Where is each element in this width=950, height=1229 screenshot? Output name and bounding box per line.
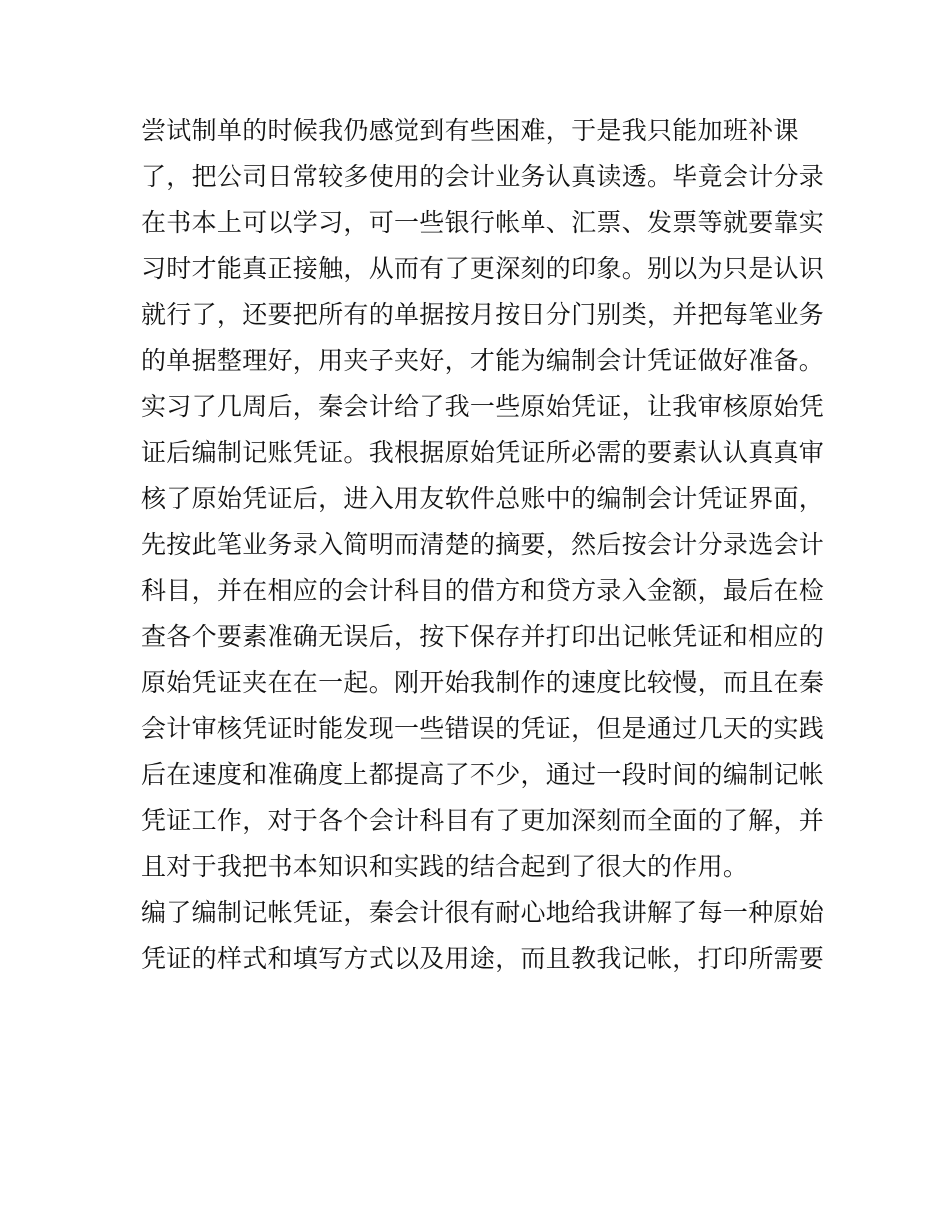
text-line: 了，把公司日常较多使用的会计业务认真读透。毕竟会计分录	[141, 162, 825, 191]
text-line: 尝试制单的时候我仍感觉到有些困难，于是我只能加班补课	[141, 116, 799, 145]
text-line: 实习了几周后，秦会计给了我一些原始凭证，让我审核原始凭	[141, 392, 825, 421]
text-line: 凭证的样式和填写方式以及用途，而且教我记帐，打印所需要	[141, 944, 825, 973]
text-line: 就行了，还要把所有的单据按月按日分门别类，并把每笔业务	[141, 300, 825, 329]
text-line: 科目，并在相应的会计科目的借方和贷方录入金额，最后在检	[141, 576, 825, 605]
text-line: 习时才能真正接触，从而有了更深刻的印象。别以为只是认识	[141, 254, 825, 283]
text-line: 后在速度和准确度上都提高了不少，通过一段时间的编制记帐	[141, 760, 825, 789]
body-text	[141, 108, 825, 982]
text-line: 证后编制记账凭证。我根据原始凭证所必需的要素认认真真审	[141, 438, 825, 467]
text-line: 核了原始凭证后，进入用友软件总账中的编制会计凭证界面，	[141, 484, 825, 513]
text-line: 凭证工作，对于各个会计科目有了更加深刻而全面的了解，并	[141, 806, 825, 835]
text-line: 在书本上可以学习，可一些银行帐单、汇票、发票等就要靠实	[141, 208, 825, 237]
text-line: 会计审核凭证时能发现一些错误的凭证，但是通过几天的实践	[141, 714, 825, 743]
text-line: 原始凭证夹在在一起。刚开始我制作的速度比较慢，而且在秦	[141, 668, 825, 697]
text-line: 编了编制记帐凭证，秦会计很有耐心地给我讲解了每一种原始	[141, 898, 825, 927]
text-line: 查各个要素准确无误后，按下保存并打印出记帐凭证和相应的	[141, 622, 825, 651]
text-line: 且对于我把书本知识和实践的结合起到了很大的作用。	[141, 852, 749, 881]
text-line: 的单据整理好，用夹子夹好，才能为编制会计凭证做好准备。	[141, 346, 825, 375]
text-line: 先按此笔业务录入简明而清楚的摘要，然后按会计分录选会计	[141, 530, 825, 559]
